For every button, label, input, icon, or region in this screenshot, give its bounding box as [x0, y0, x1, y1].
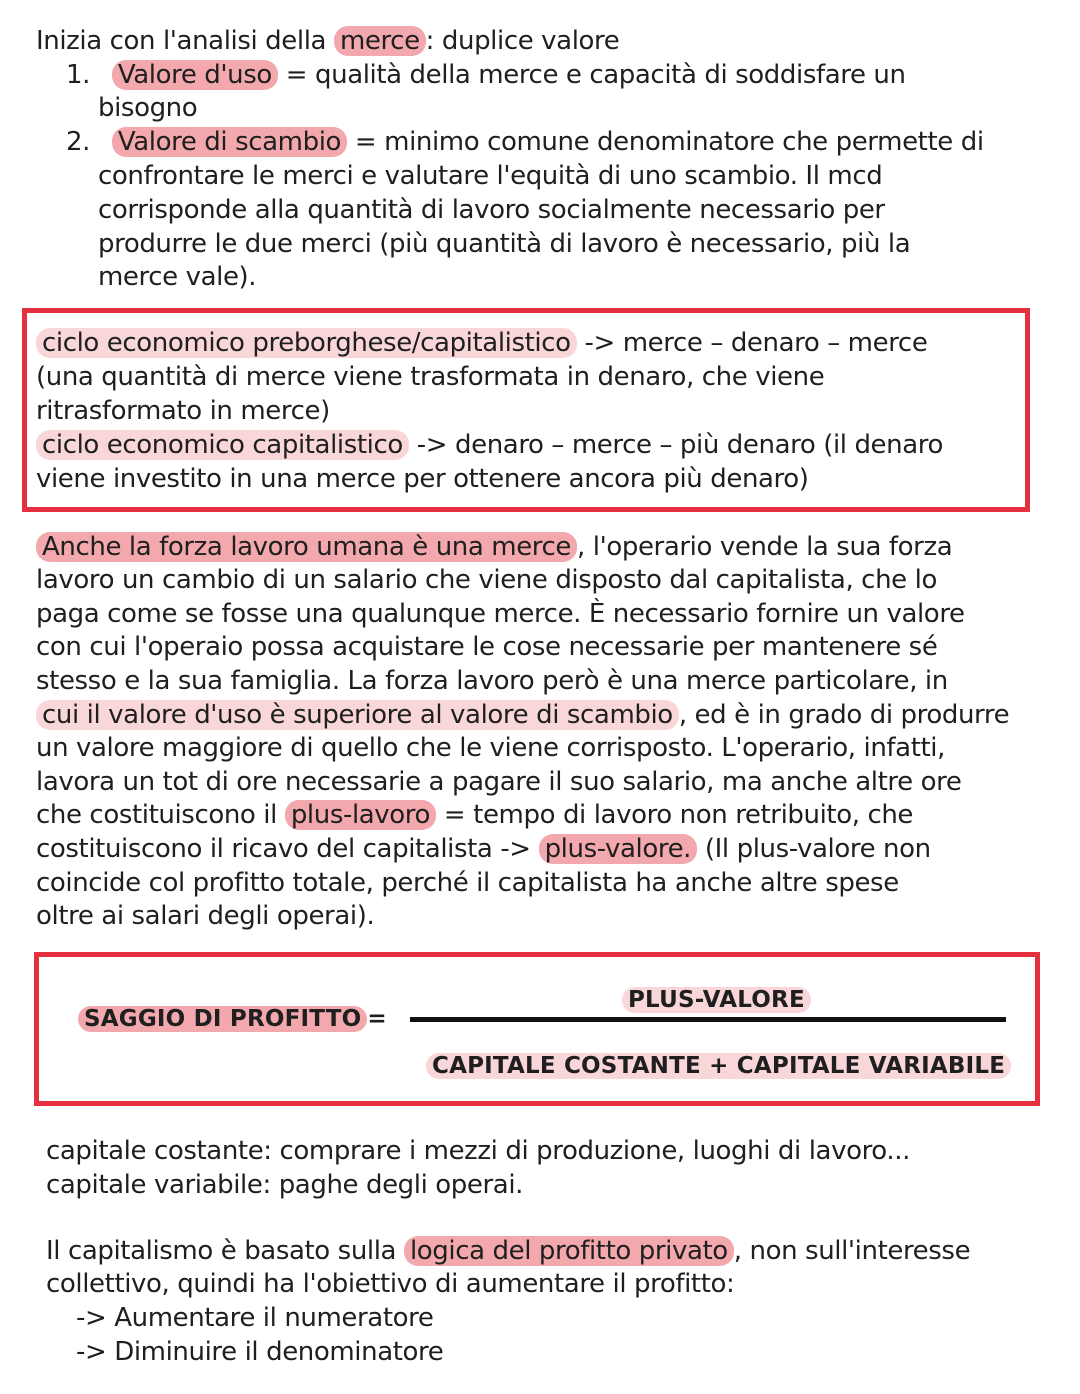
list-text: = minimo comune denominatore che permette di	[347, 127, 984, 157]
list-text: corrisponde alla quantità di lavoro socialmente necessario per	[98, 195, 885, 225]
formula-equals: =	[367, 1006, 387, 1032]
list-item-2	[66, 125, 984, 159]
labor-text: lavoro un cambio di un salario che viene disposto dal capitalista, che lo	[36, 565, 937, 595]
labor-text: con cui l'operaio possa acquistare le cose necessarie per mantenere sé	[36, 632, 938, 662]
definition-capitale-costante: capitale costante: comprare i mezzi di produzione, luoghi di lavoro...	[46, 1136, 910, 1166]
bullet-diminuire-denominatore: -> Diminuire il denominatore	[76, 1337, 444, 1367]
list-text: merce vale).	[98, 262, 257, 292]
highlight-ciclo-preborghese: ciclo economico preborghese/capitalistico	[36, 328, 577, 358]
cycle-text: viene investito in una merce per ottenere ancora più denaro)	[36, 464, 809, 494]
intro-text: Inizia con l'analisi della	[36, 26, 334, 56]
cycle-2-line	[36, 428, 943, 462]
list-item-1	[66, 58, 906, 92]
labor-text: coincide col profitto totale, perché il capitalista ha anche altre spese	[36, 868, 899, 898]
cycle-text: -> merce – denaro – merce	[576, 328, 928, 358]
definition-capitale-variabile: capitale variabile: paghe degli operai.	[46, 1170, 524, 1200]
labor-text: lavora un tot di ore necessarie a pagare il suo salario, ma anche altre ore	[36, 767, 962, 797]
highlight-forza-lavoro: Anche la forza lavoro umana è una merce	[36, 532, 577, 562]
labor-text: che costituiscono il	[36, 800, 285, 830]
highlight-ciclo-capitalistico: ciclo economico capitalistico	[36, 430, 409, 460]
list-text: confrontare le merci e valutare l'equità di uno scambio. Il mcd	[98, 161, 883, 191]
formula-numerator-wrap	[622, 983, 811, 1017]
conclusion-text: , non sull'interesse	[733, 1236, 971, 1266]
labor-text: costituiscono il ricavo del capitalista ->	[36, 834, 539, 864]
labor-text: = tempo di lavoro non retribuito, che	[436, 800, 914, 830]
labor-text: paga come se fosse una qualunque merce. È necessario fornire un valore	[36, 599, 965, 629]
highlight-merce: merce	[334, 26, 426, 56]
labor-text: (Il plus-valore non	[697, 834, 931, 864]
highlight-valore-scambio: Valore di scambio	[112, 127, 347, 157]
cycle-text: -> denaro – merce – più denaro (il denaro	[408, 430, 943, 460]
formula-label-line	[78, 1002, 387, 1036]
intro-line-1	[36, 24, 619, 58]
cycle-text: ritrasformato in merce)	[36, 396, 330, 426]
conclusion-line-1	[46, 1234, 970, 1268]
cycle-text: (una quantità di merce viene trasformata in denaro, che viene	[36, 362, 825, 392]
formula-label: SAGGIO DI PROFITTO	[78, 1006, 367, 1032]
labor-line-1	[36, 530, 952, 564]
labor-line-6	[36, 698, 1009, 732]
labor-line-9	[36, 798, 913, 832]
highlight-plus-lavoro: plus-lavoro	[285, 800, 436, 830]
labor-text: un valore maggiore di quello che le viene corrisposto. L'operario, infatti,	[36, 733, 945, 763]
bullet-aumentare-numeratore: -> Aumentare il numeratore	[76, 1303, 434, 1333]
list-text: bisogno	[98, 93, 198, 123]
intro-text: : duplice valore	[425, 26, 620, 56]
list-text: produrre le due merci (più quantità di lavoro è necessario, più la	[98, 229, 911, 259]
formula-denominator: CAPITALE COSTANTE + CAPITALE VARIABILE	[426, 1053, 1011, 1079]
labor-line-10	[36, 832, 931, 866]
fraction-bar	[410, 1017, 1006, 1022]
labor-text: , l'operario vende la sua forza	[577, 532, 953, 562]
conclusion-text: collettivo, quindi ha l'obiettivo di aumentare il profitto:	[46, 1269, 735, 1299]
labor-text: stesso e la sua famiglia. La forza lavoro però è una merce particolare, in	[36, 666, 948, 696]
formula-denominator-wrap	[426, 1049, 1011, 1083]
formula-numerator: PLUS-VALORE	[622, 987, 811, 1013]
conclusion-text: Il capitalismo è basato sulla	[46, 1236, 404, 1266]
list-number: 2.	[66, 127, 91, 157]
highlight-profitto-privato: logica del profitto privato	[404, 1236, 734, 1266]
list-text: = qualità della merce e capacità di soddisfare un	[277, 60, 906, 90]
labor-text: , ed è in grado di produrre	[678, 700, 1010, 730]
list-number: 1.	[66, 60, 91, 90]
highlight-plus-valore: plus-valore.	[539, 834, 697, 864]
highlight-valore-uso-superiore: cui il valore d'uso è superiore al valore di scambio	[36, 700, 679, 730]
highlight-valore-uso: Valore d'uso	[112, 60, 278, 90]
cycle-1-line	[36, 326, 927, 360]
labor-text: oltre ai salari degli operai).	[36, 901, 375, 931]
